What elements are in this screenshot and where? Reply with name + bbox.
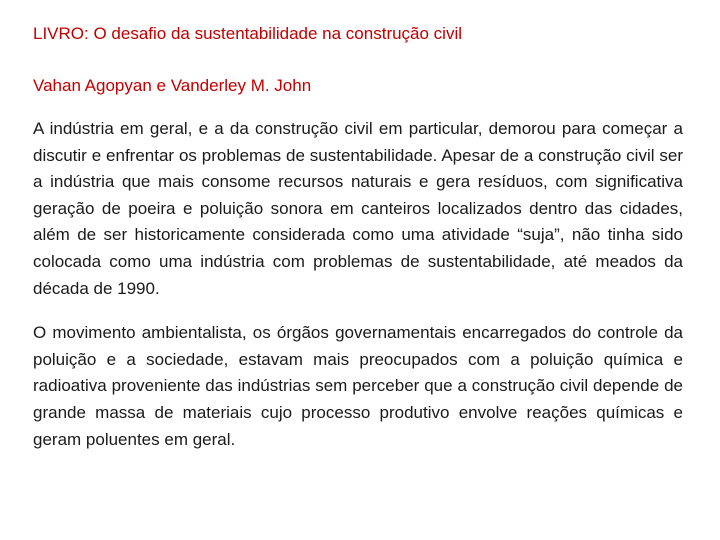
book-authors: Vahan Agopyan e Vanderley M. John [33, 76, 312, 95]
book-title: LIVRO: O desafio da sustentabilidade na construção civil [33, 24, 463, 43]
paragraph-1: A indústria em geral, e a da construção civil em particular, demorou para começar a discutir e enfrentar os problemas de sustentabilidade. Apesar de a construção civil ser a indústria que mais consome recursos naturais e gera resíduos, com significativa geração de poeira e poluição sonora em canteiros localizados dentro das cidades, além de ser historicamente considerada como uma atividade “suja”, não tinha sido colocada como uma indústria com problemas de sustentabilidade, até meados da década de 1990. [33, 119, 683, 298]
document-page [33, 22, 683, 471]
paragraph-2: O movimento ambientalista, os órgãos governamentais encarregados do controle da poluição e a sociedade, estavam mais preocupados com a poluição química e radioativa proveniente das indústrias sem perceber que a construção civil depende de grande massa de materiais cujo processo produtivo envolve reações químicas e geram poluentes em geral. [33, 323, 683, 449]
